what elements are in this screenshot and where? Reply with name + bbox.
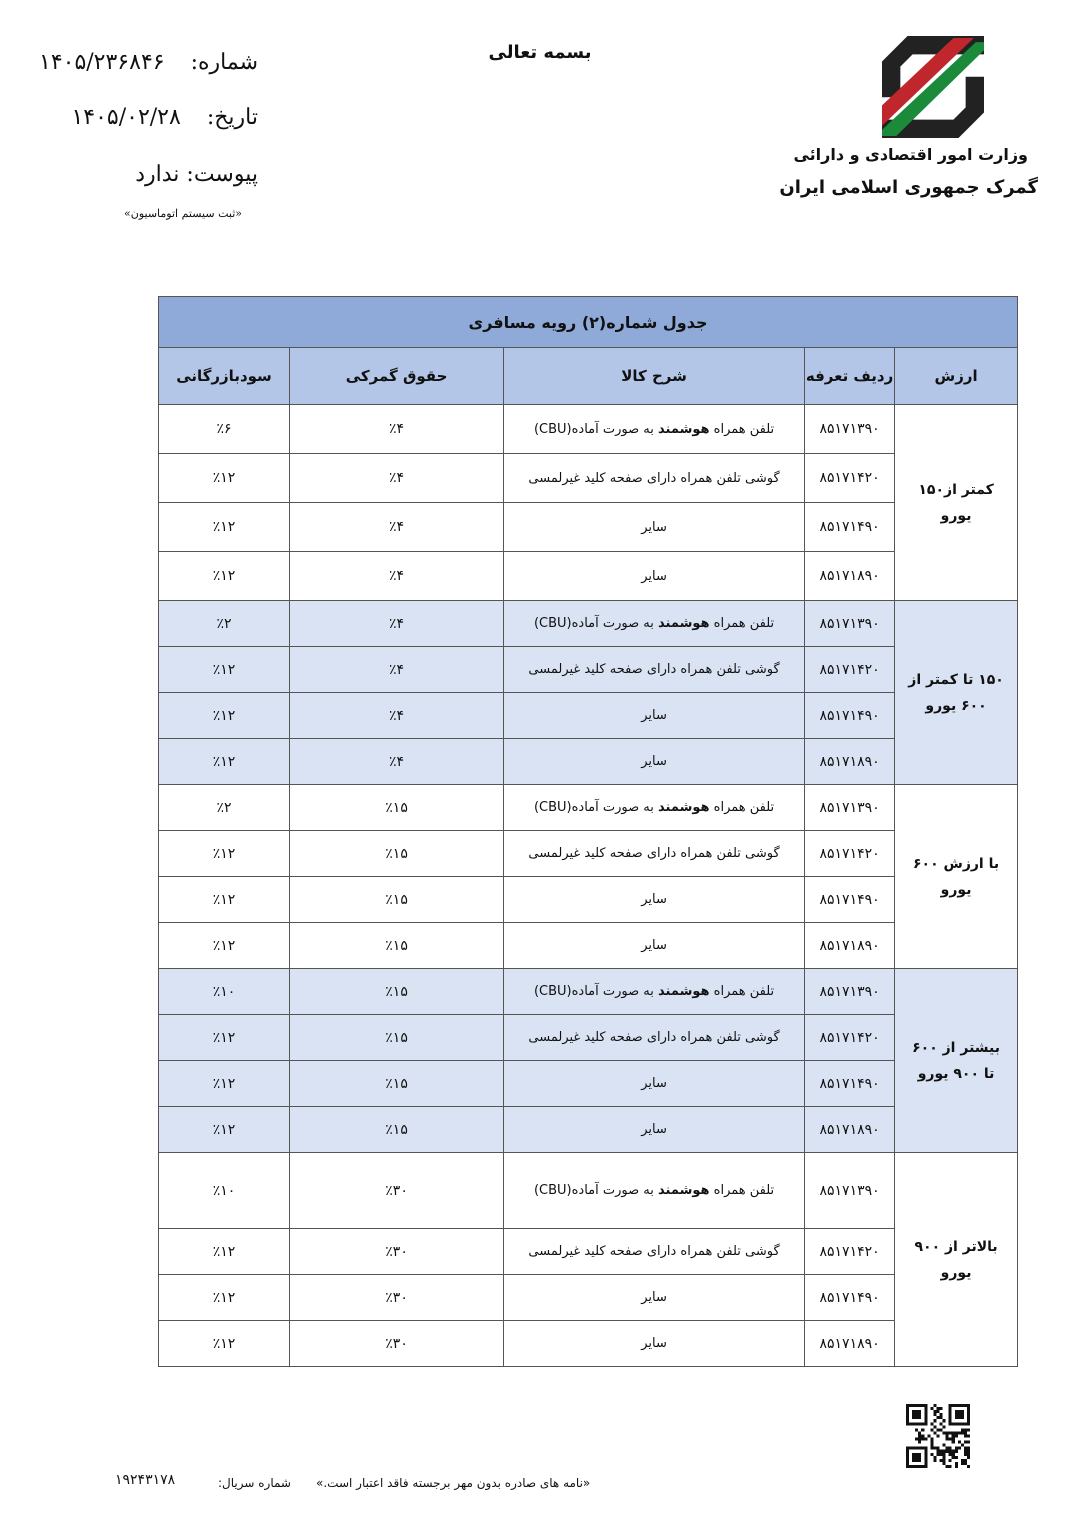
value-range-cell: بالاتر از ۹۰۰ یورو — [895, 1153, 1018, 1367]
tariff-cell: ۸۵۱۷۱۴۲۰ — [805, 831, 895, 877]
ministry-name: وزارت امور اقتصادی و دارائی — [793, 145, 1028, 164]
tariff-cell: ۸۵۱۷۱۴۲۰ — [805, 1229, 895, 1275]
description-cell — [504, 877, 805, 923]
desc-text: به صورت آماده — [571, 800, 659, 815]
duty-cell: ٪۴ — [290, 693, 504, 739]
duty-cell: ٪۱۵ — [290, 1015, 504, 1061]
desc-cbu-text: (CBU) — [533, 800, 572, 815]
tariff-cell: ۸۵۱۷۱۳۹۰ — [805, 1153, 895, 1229]
letter-attachment — [135, 162, 258, 187]
desc-text: تلفن همراه — [709, 616, 775, 631]
table-row — [159, 785, 1018, 831]
tariff-cell: ۸۵۱۷۱۸۹۰ — [805, 923, 895, 969]
description-cell — [504, 1015, 805, 1061]
desc-text: تلفن همراه — [709, 984, 775, 999]
profit-cell: ٪۱۲ — [159, 552, 290, 601]
description-cell — [504, 405, 805, 454]
desc-text: سایر — [641, 708, 667, 723]
duty-cell: ٪۱۵ — [290, 1061, 504, 1107]
desc-text: سایر — [641, 1290, 667, 1305]
col-header-value: ارزش — [895, 348, 1018, 405]
number-label: شماره: — [190, 50, 258, 75]
description-cell — [504, 647, 805, 693]
description-cell — [504, 1107, 805, 1153]
duty-cell: ٪۴ — [290, 503, 504, 552]
desc-text: سایر — [641, 754, 667, 769]
tariff-cell: ۸۵۱۷۱۴۲۰ — [805, 454, 895, 503]
desc-cbu-text: (CBU) — [533, 616, 572, 631]
tariff-cell: ۸۵۱۷۱۳۹۰ — [805, 969, 895, 1015]
duty-cell: ٪۴ — [290, 601, 504, 647]
duty-cell: ٪۱۵ — [290, 831, 504, 877]
description-cell — [504, 503, 805, 552]
desc-text: به صورت آماده — [571, 984, 659, 999]
table-row — [159, 831, 1018, 877]
duty-cell: ٪۱۵ — [290, 923, 504, 969]
description-cell — [504, 552, 805, 601]
profit-cell: ٪۱۰ — [159, 969, 290, 1015]
profit-cell: ٪۱۲ — [159, 831, 290, 877]
table-row — [159, 552, 1018, 601]
serial-value: ۱۹۲۴۳۱۷۸ — [115, 1472, 176, 1488]
customs-logo-icon — [882, 36, 984, 138]
table-row — [159, 647, 1018, 693]
tariff-cell: ۸۵۱۷۱۸۹۰ — [805, 1107, 895, 1153]
desc-text: گوشی تلفن همراه دارای صفحه کلید غیرلمسی — [528, 470, 780, 486]
desc-text: تلفن همراه — [709, 800, 775, 815]
bismillah-heading: بسمه تعالی — [488, 42, 592, 63]
profit-cell: ٪۱۰ — [159, 1153, 290, 1229]
desc-bold-text: هوشمند — [658, 800, 710, 815]
attachment-value: ندارد — [135, 162, 180, 187]
duty-cell: ٪۴ — [290, 647, 504, 693]
tariff-cell: ۸۵۱۷۱۴۹۰ — [805, 1275, 895, 1321]
profit-cell: ٪۶ — [159, 405, 290, 454]
table-row — [159, 1107, 1018, 1153]
table-header-row — [159, 348, 1018, 405]
desc-text: به صورت آماده — [571, 616, 659, 631]
profit-cell: ٪۱۲ — [159, 1061, 290, 1107]
tariff-cell: ۸۵۱۷۱۴۹۰ — [805, 693, 895, 739]
letter-number — [39, 50, 258, 75]
description-cell — [504, 693, 805, 739]
table-body — [159, 405, 1018, 1367]
description-cell — [504, 1229, 805, 1275]
profit-cell: ٪۲ — [159, 785, 290, 831]
desc-text: سایر — [641, 1076, 667, 1091]
profit-cell: ٪۱۲ — [159, 1107, 290, 1153]
profit-cell: ٪۱۲ — [159, 454, 290, 503]
description-cell — [504, 1275, 805, 1321]
duty-cell: ٪۴ — [290, 454, 504, 503]
value-range-cell: کمتر از۱۵۰ یورو — [895, 405, 1018, 601]
description-cell — [504, 785, 805, 831]
desc-text: سایر — [641, 938, 667, 953]
date-label: تاریخ: — [206, 105, 258, 130]
profit-cell: ٪۱۲ — [159, 693, 290, 739]
tariff-cell: ۸۵۱۷۱۸۹۰ — [805, 552, 895, 601]
duty-cell: ٪۳۰ — [290, 1153, 504, 1229]
registration-note: «ثبت سیستم اتوماسیون» — [124, 207, 242, 220]
table-row — [159, 1275, 1018, 1321]
value-range-cell: ۱۵۰ تا کمتر از ۶۰۰ یورو — [895, 601, 1018, 785]
profit-cell: ٪۱۲ — [159, 877, 290, 923]
tariff-cell: ۸۵۱۷۱۴۲۰ — [805, 647, 895, 693]
desc-cbu-text: (CBU) — [533, 1183, 572, 1198]
profit-cell: ٪۱۲ — [159, 647, 290, 693]
tariff-cell: ۸۵۱۷۱۴۹۰ — [805, 503, 895, 552]
table-row — [159, 1015, 1018, 1061]
value-range-cell: بیشتر از ۶۰۰ تا ۹۰۰ یورو — [895, 969, 1018, 1153]
desc-text: سایر — [641, 568, 667, 584]
desc-text: گوشی تلفن همراه دارای صفحه کلید غیرلمسی — [528, 662, 780, 677]
duty-cell: ٪۴ — [290, 405, 504, 454]
description-cell — [504, 739, 805, 785]
desc-text: به صورت آماده — [571, 1183, 659, 1198]
tariff-cell: ۸۵۱۷۱۴۲۰ — [805, 1015, 895, 1061]
attachment-label: پیوست: — [186, 162, 258, 187]
description-cell — [504, 831, 805, 877]
col-header-profit: سودبازرگانی — [159, 348, 290, 405]
desc-text: به صورت آماده — [571, 421, 659, 437]
qr-code-icon — [906, 1404, 970, 1468]
description-cell — [504, 454, 805, 503]
description-cell — [504, 1153, 805, 1229]
table-row — [159, 1061, 1018, 1107]
col-header-tariff: ردیف تعرفه — [805, 348, 895, 405]
table-row — [159, 601, 1018, 647]
tariff-cell: ۸۵۱۷۱۴۹۰ — [805, 877, 895, 923]
tariff-cell: ۸۵۱۷۱۴۹۰ — [805, 1061, 895, 1107]
footer-note: «نامه های صادره بدون مهر برجسته فاقد اعتبار است.» — [316, 1476, 591, 1490]
duty-cell: ٪۱۵ — [290, 877, 504, 923]
profit-cell: ٪۱۲ — [159, 923, 290, 969]
tariff-table-container — [158, 296, 1017, 1367]
profit-cell: ٪۱۲ — [159, 739, 290, 785]
desc-bold-text: هوشمند — [658, 1183, 710, 1198]
desc-text: سایر — [641, 892, 667, 907]
duty-cell: ٪۴ — [290, 739, 504, 785]
number-value: ۱۴۰۵/۲۳۶۸۴۶ — [39, 50, 165, 75]
desc-cbu-text: (CBU) — [533, 984, 572, 999]
letter-date — [71, 105, 258, 130]
table-row — [159, 454, 1018, 503]
desc-text: سایر — [641, 519, 667, 535]
description-cell — [504, 1061, 805, 1107]
col-header-description: شرح کالا — [504, 348, 805, 405]
table-title: جدول شماره(۲) رویه مسافری — [159, 297, 1018, 348]
profit-cell: ٪۲ — [159, 601, 290, 647]
tariff-cell: ۸۵۱۷۱۸۹۰ — [805, 739, 895, 785]
desc-bold-text: هوشمند — [658, 421, 710, 437]
table-row — [159, 693, 1018, 739]
table-row — [159, 969, 1018, 1015]
description-cell — [504, 923, 805, 969]
desc-text: تلفن همراه — [709, 1183, 775, 1198]
profit-cell: ٪۱۲ — [159, 1275, 290, 1321]
serial-label: شماره سریال: — [218, 1476, 291, 1490]
desc-text: سایر — [641, 1336, 667, 1351]
table-row — [159, 739, 1018, 785]
duty-cell: ٪۳۰ — [290, 1229, 504, 1275]
col-header-duty: حقوق گمرکی — [290, 348, 504, 405]
tariff-cell: ۸۵۱۷۱۳۹۰ — [805, 785, 895, 831]
duty-cell: ٪۱۵ — [290, 1107, 504, 1153]
table-row — [159, 405, 1018, 454]
value-range-cell: با ارزش ۶۰۰ یورو — [895, 785, 1018, 969]
desc-text: گوشی تلفن همراه دارای صفحه کلید غیرلمسی — [528, 1244, 780, 1259]
tariff-cell: ۸۵۱۷۱۳۹۰ — [805, 601, 895, 647]
table-row — [159, 1153, 1018, 1229]
date-value: ۱۴۰۵/۰۲/۲۸ — [71, 105, 181, 130]
profit-cell: ٪۱۲ — [159, 1321, 290, 1367]
tariff-cell: ۸۵۱۷۱۳۹۰ — [805, 405, 895, 454]
duty-cell: ٪۳۰ — [290, 1275, 504, 1321]
desc-text: تلفن همراه — [709, 421, 775, 437]
table-row — [159, 503, 1018, 552]
table-row — [159, 1321, 1018, 1367]
tariff-table — [158, 296, 1018, 1367]
desc-bold-text: هوشمند — [658, 984, 710, 999]
desc-bold-text: هوشمند — [658, 616, 710, 631]
description-cell — [504, 1321, 805, 1367]
desc-text: سایر — [641, 1122, 667, 1137]
description-cell — [504, 601, 805, 647]
tariff-cell: ۸۵۱۷۱۸۹۰ — [805, 1321, 895, 1367]
desc-text: گوشی تلفن همراه دارای صفحه کلید غیرلمسی — [528, 846, 780, 861]
table-row — [159, 1229, 1018, 1275]
profit-cell: ٪۱۲ — [159, 1229, 290, 1275]
customs-name: گمرک جمهوری اسلامی ایران — [779, 177, 1038, 198]
profit-cell: ٪۱۲ — [159, 1015, 290, 1061]
description-cell — [504, 969, 805, 1015]
duty-cell: ٪۱۵ — [290, 969, 504, 1015]
desc-cbu-text: (CBU) — [533, 421, 572, 437]
table-row — [159, 923, 1018, 969]
desc-text: گوشی تلفن همراه دارای صفحه کلید غیرلمسی — [528, 1030, 780, 1045]
duty-cell: ٪۴ — [290, 552, 504, 601]
duty-cell: ٪۳۰ — [290, 1321, 504, 1367]
profit-cell: ٪۱۲ — [159, 503, 290, 552]
table-row — [159, 877, 1018, 923]
duty-cell: ٪۱۵ — [290, 785, 504, 831]
